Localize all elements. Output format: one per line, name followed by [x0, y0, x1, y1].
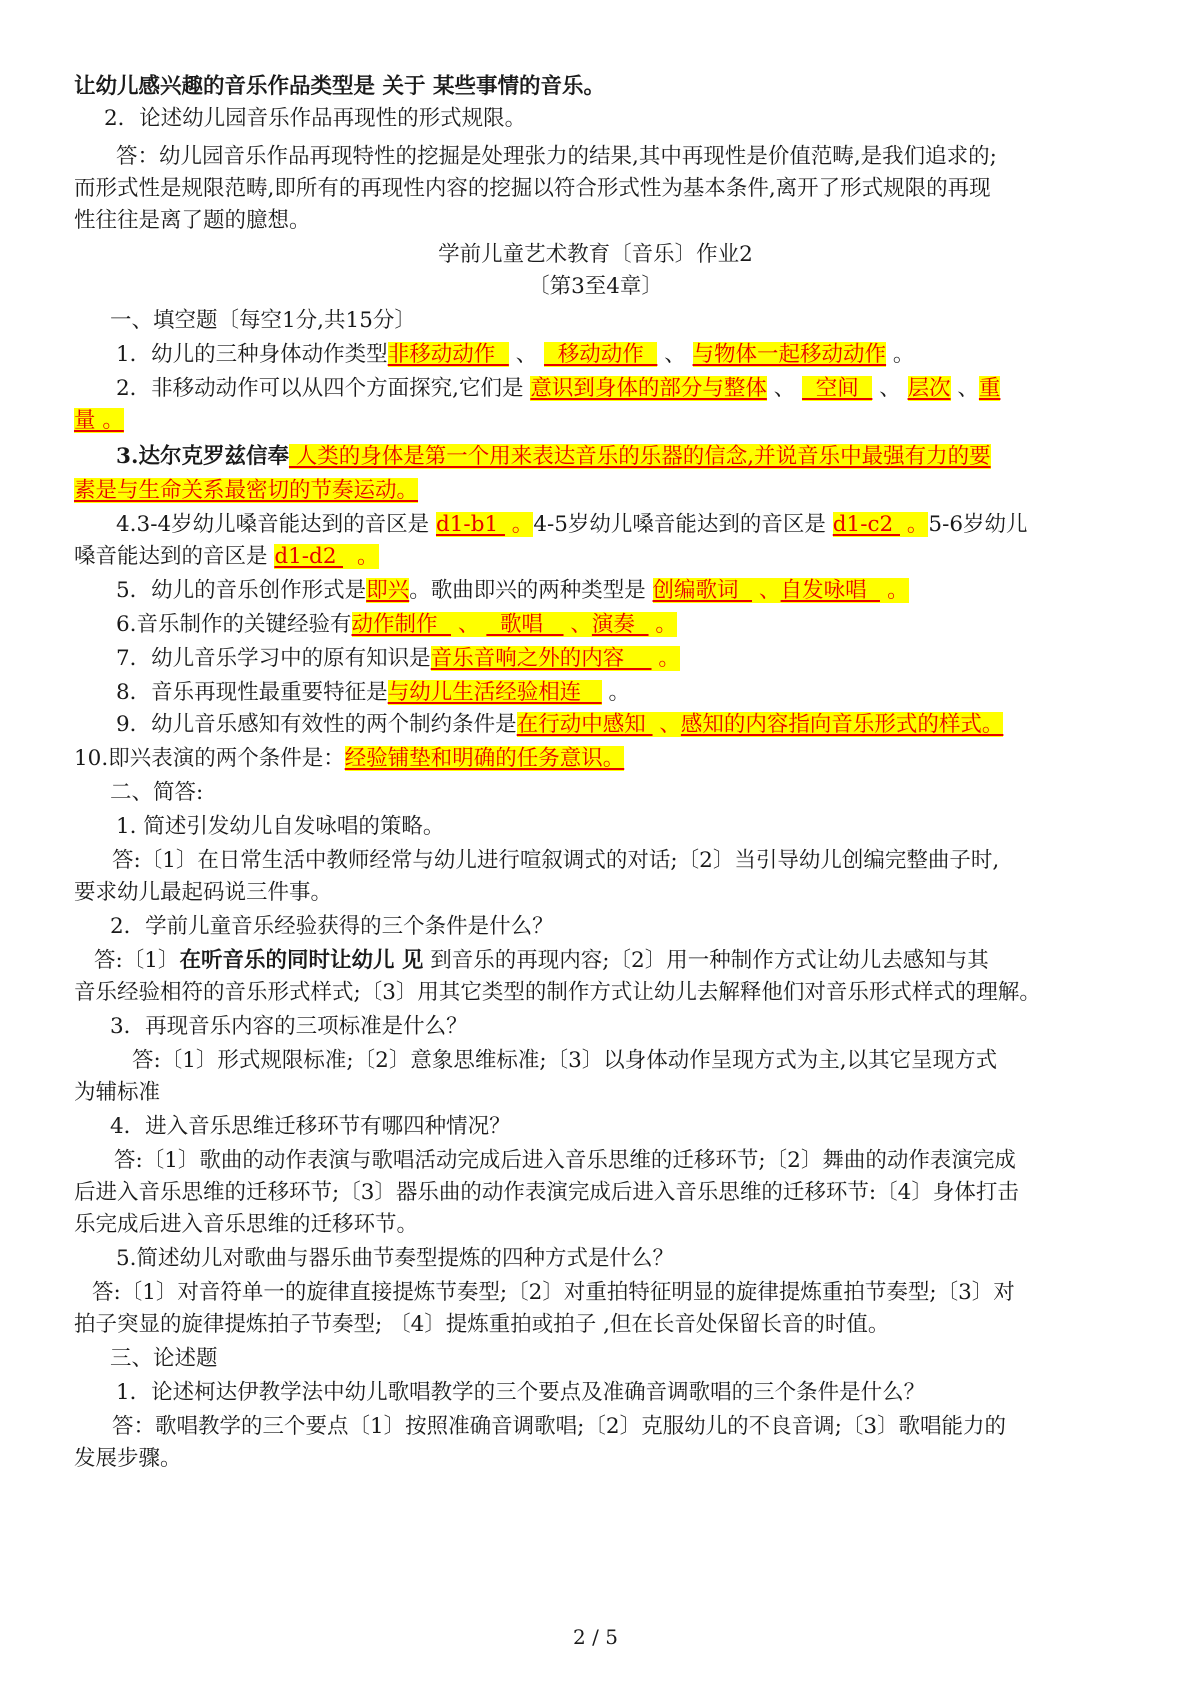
question-text: 。歌曲即兴的两种类型是	[409, 578, 653, 603]
separator: 、	[652, 712, 681, 737]
separator: 。	[886, 342, 915, 367]
answer-highlight: 经验铺垫和明确的任务意识。	[344, 746, 625, 771]
answer-line: 乐完成后进入音乐思维的迁移环节。	[74, 1212, 419, 1237]
answer-highlight: 。	[900, 512, 929, 537]
fill-question-cont	[74, 476, 1131, 506]
question-text: 5．幼儿的音乐创作形式是	[116, 578, 367, 603]
answer-line: 答:〔1〕在日常生活中教师经常与幼儿进行喧叙调式的对话;〔2〕当引导幼儿创编完整曲子时,	[112, 848, 1000, 873]
separator: 、	[563, 612, 592, 637]
separator: 。	[601, 680, 631, 705]
section-heading: 一、填空题〔每空1分,共15分〕	[110, 308, 416, 333]
answer-highlight: 感知的内容指向音乐形式的样式。	[680, 712, 1004, 737]
answer-line: 为辅标准	[74, 1080, 161, 1105]
answer-highlight: 创编歌词	[652, 578, 753, 603]
answer-line: 而形式性是规限范畴,即所有的再现性内容的挖掘以符合形式性为基本条件,离开了形式规限的再现	[74, 176, 991, 201]
fill-question-cont	[74, 406, 1131, 436]
separator: 。	[651, 646, 680, 671]
separator: 、	[508, 342, 545, 367]
question-text: 9．幼儿音乐感知有效性的两个制约条件是	[116, 712, 517, 737]
question-text: 3.达尔克罗兹信奉	[116, 444, 289, 469]
answer-highlight: d1-d2	[274, 544, 344, 569]
fill-question	[116, 610, 1131, 640]
fill-question	[116, 678, 1131, 708]
question-heading: 1. 简述引发幼儿自发咏唱的策略。	[116, 814, 445, 839]
answer-line: 拍子突显的旋律提炼拍子节奏型; 〔4〕提炼重拍或拍子 ,但在长音处保留长音的时值。	[74, 1312, 890, 1337]
answer-line: 性往往是离了题的臆想。	[74, 208, 311, 233]
question-heading: 3．再现音乐内容的三项标准是什么？	[110, 1014, 468, 1039]
separator: 。	[648, 612, 677, 637]
answer-highlight: 歌唱	[486, 612, 564, 637]
fill-question	[116, 340, 1131, 370]
answer-highlight: 意识到身体的部分与整体	[530, 376, 767, 401]
answer-highlight: 自发咏唱	[780, 578, 881, 603]
fill-question-cont	[74, 542, 1131, 572]
page-subtitle: 〔第3至4章〕	[528, 274, 663, 299]
fill-question	[74, 744, 1131, 774]
question-heading: 5.简述幼儿对歌曲与器乐曲节奏型提炼的四种方式是什么？	[116, 1246, 675, 1271]
answer-highlight: 。	[343, 544, 379, 569]
answer-line	[94, 946, 1131, 976]
question-heading: 1．论述柯达伊教学法中幼儿歌唱教学的三个要点及准确音调歌唱的三个条件是什么？	[116, 1380, 926, 1405]
answer-line: 答:〔1〕形式规限标准;〔2〕意象思维标准;〔3〕以身体动作呈现方式为主,以其它呈现方式	[132, 1048, 998, 1073]
question-heading: 2．论述幼儿园音乐作品再现性的形式规限。	[104, 106, 527, 131]
question-heading: 4．进入音乐思维迁移环节有哪四种情况？	[110, 1114, 511, 1139]
question-text: 2．非移动动作可以从四个方面探究,它们是	[116, 376, 531, 401]
separator: 、	[451, 612, 487, 637]
question-text: 6.音乐制作的关键经验有	[116, 612, 352, 637]
fill-question	[116, 644, 1131, 674]
answer-highlight: 与物体一起移动动作	[692, 342, 887, 367]
answer-highlight: 与幼儿生活经验相连	[387, 680, 602, 705]
separator: 、	[766, 376, 803, 401]
answer-line: 发展步骤。	[74, 1446, 182, 1471]
text-line	[74, 72, 1131, 102]
answer-highlight: 。	[95, 408, 124, 433]
answer-highlight: 移动动作	[544, 342, 658, 367]
answer-highlight: 非移动动作	[387, 342, 509, 367]
question-text: 1．幼儿的三种身体动作类型	[116, 342, 388, 367]
answer-highlight: 人类的身体是第一个用来表达音乐的乐器的信念,并说音乐中最强有力的要	[288, 444, 991, 469]
question-text: 10.即兴表演的两个条件是：	[74, 746, 345, 771]
fill-question	[116, 510, 1131, 540]
page-title: 学前儿童艺术教育〔音乐〕作业2	[438, 242, 753, 267]
question-text: 嗓音能达到的音区是	[74, 544, 275, 569]
fill-question	[116, 442, 1131, 472]
fill-question	[116, 710, 1131, 740]
answer-line: 答：幼儿园音乐作品再现特性的挖掘是处理张力的结果,其中再现性是价值范畴,是我们追求的;	[116, 144, 997, 169]
answer-highlight: 动作制作	[351, 612, 452, 637]
separator: 、	[657, 342, 693, 367]
answer-text-bold: 在听音乐的同时让幼儿 见	[179, 948, 424, 973]
answer-line: 答:〔1〕歌曲的动作表演与歌唱活动完成后进入音乐思维的迁移环节;〔2〕舞曲的动作表演完成	[114, 1148, 1016, 1173]
answer-highlight: 重	[978, 376, 1001, 401]
answer-line: 要求幼儿最起码说三件事。	[74, 880, 333, 905]
page-number: 2 / 5	[573, 1625, 618, 1649]
answer-line: 答：歌唱教学的三个要点〔1〕按照准确音调歌唱;〔2〕克服幼儿的不良音调;〔3〕歌唱能力的	[112, 1414, 1007, 1439]
question-text: 8．音乐再现性最重要特征是	[116, 680, 388, 705]
text-span: 让幼儿感兴趣的音乐作品类型是 关于 某些事情的音乐。	[74, 74, 605, 99]
question-text: 5-6岁幼儿	[928, 512, 1028, 537]
answer-highlight: 素是与生命关系最密切的节奏运动。	[74, 478, 419, 503]
answer-highlight: 在行动中感知	[516, 712, 653, 737]
answer-highlight: 空间	[802, 376, 873, 401]
answer-highlight: 即兴	[366, 578, 410, 603]
separator: 、	[950, 376, 979, 401]
answer-highlight: 音乐音响之外的内容	[430, 646, 652, 671]
fill-question	[116, 576, 1131, 606]
answer-text: 到音乐的再现内容;〔2〕用一种制作方式让幼儿去感知与其	[423, 948, 989, 973]
answer-text: 答:〔1〕	[94, 948, 180, 973]
answer-highlight: 量	[74, 408, 96, 433]
section-heading: 二、简答:	[110, 780, 204, 805]
section-heading: 三、论述题	[110, 1346, 218, 1371]
fill-question	[116, 374, 1131, 404]
separator: 、	[872, 376, 908, 401]
question-text: 4.3-4岁幼儿嗓音能达到的音区是	[116, 512, 436, 537]
answer-highlight: d1-c2	[832, 512, 901, 537]
answer-line: 后进入音乐思维的迁移环节;〔3〕器乐曲的动作表演完成后进入音乐思维的迁移环节:〔4〕身体打击	[74, 1180, 1019, 1205]
answer-line: 答:〔1〕对音符单一的旋律直接提炼节奏型;〔2〕对重拍特征明显的旋律提炼重拍节奏型;〔3〕对	[92, 1280, 1015, 1305]
question-heading: 2．学前儿童音乐经验获得的三个条件是什么？	[110, 914, 554, 939]
separator: 、	[752, 578, 781, 603]
separator: 。	[880, 578, 909, 603]
answer-highlight: 。	[504, 512, 534, 537]
answer-highlight: 演奏	[591, 612, 649, 637]
answer-highlight: 层次	[907, 376, 951, 401]
answer-highlight: d1-b1	[435, 512, 505, 537]
question-text: 4-5岁幼儿嗓音能达到的音区是	[533, 512, 833, 537]
answer-line: 音乐经验相符的音乐形式样式;〔3〕用其它类型的制作方式让幼儿去解释他们对音乐形式样式的理解。	[74, 980, 1041, 1005]
question-text: 7．幼儿音乐学习中的原有知识是	[116, 646, 431, 671]
